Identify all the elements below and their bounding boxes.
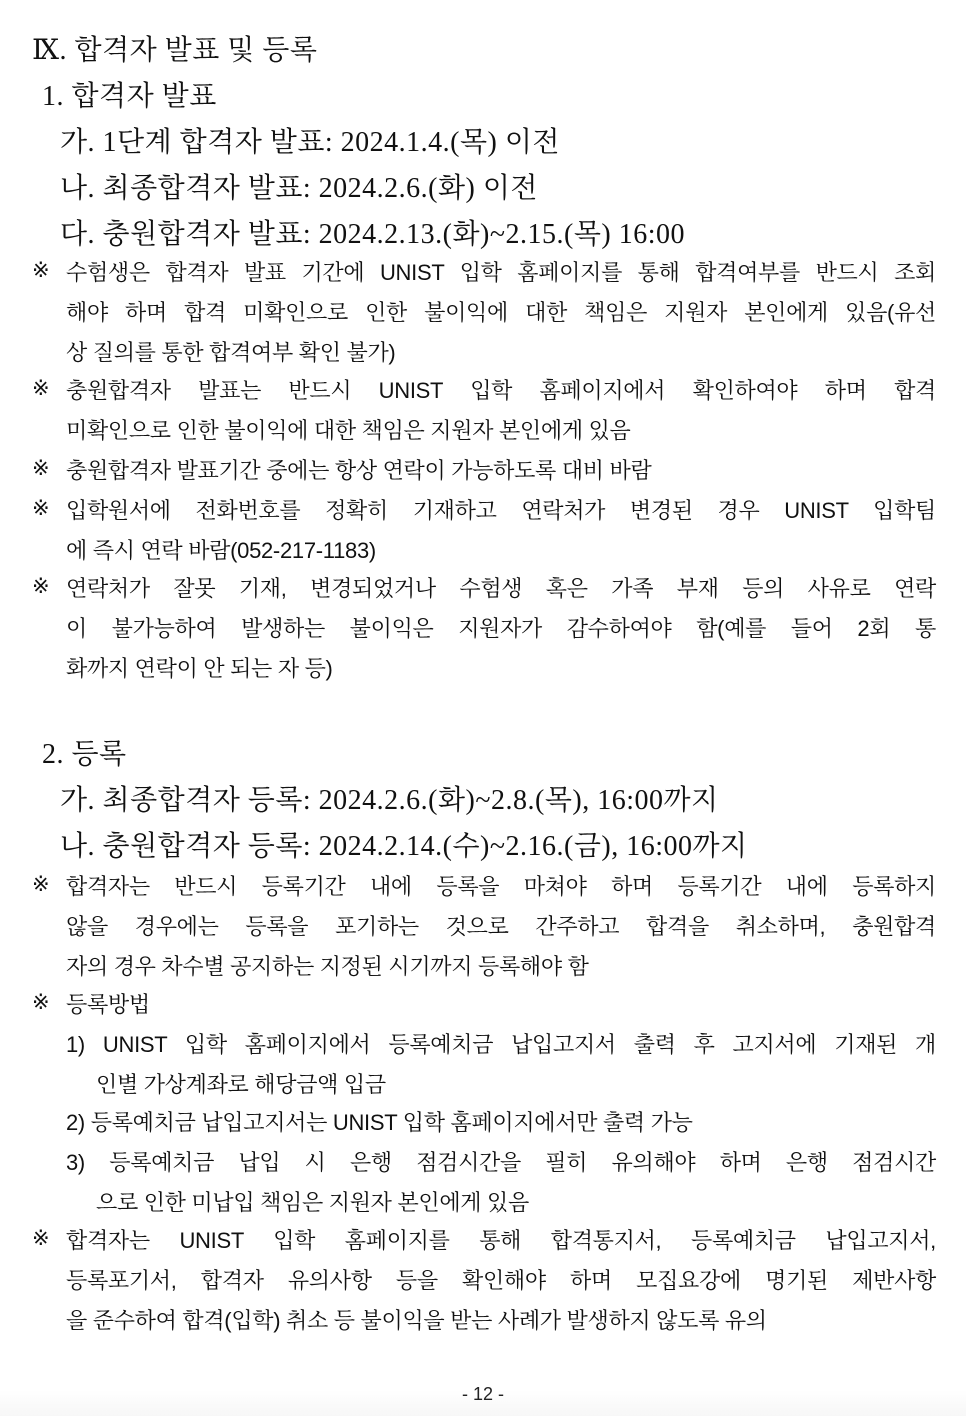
page-number: - 12 - <box>461 1384 504 1404</box>
note-line: 연락처가 잘못 기재, 변경되었거나 수험생 혹은 가족 부재 등의 사유로 연락 <box>66 576 936 601</box>
note-line: 충원합격자 발표기간 중에는 항상 연락이 가능하도록 대비 바람 <box>66 458 652 483</box>
method-step-continuation: 인별 가상계좌로 해당금액 입금 <box>96 1072 386 1097</box>
reference-mark: ※ <box>32 990 50 1014</box>
note-line: 충원합격자 발표는 반드시 UNIST 입학 홈페이지에서 확인하여야 하며 합격 <box>66 378 936 403</box>
note-line: 자의 경우 차수별 공지하는 지정된 시기까지 등록해야 함 <box>66 954 589 979</box>
note-line: 해야 하며 합격 미확인으로 인한 불이익에 대한 책임은 지원자 본인에게 있음(유선 <box>66 300 936 325</box>
note-line: 합격자는 반드시 등록기간 내에 등록을 마쳐야 하며 등록기간 내에 등록하지 <box>66 874 936 899</box>
reference-mark: ※ <box>32 496 50 520</box>
note-line: 수험생은 합격자 발표 기간에 UNIST 입학 홈페이지를 통해 합격여부를 반드시 조회 <box>66 260 936 285</box>
reference-mark: ※ <box>32 258 50 282</box>
reference-mark: ※ <box>32 1226 50 1250</box>
reference-mark: ※ <box>32 376 50 400</box>
announcement-heading: 1. 합격자 발표 <box>42 81 217 112</box>
note-line: 이 불가능하여 발생하는 불이익은 지원자가 감수하여야 함(예를 들어 2회 통 <box>66 616 936 641</box>
note-line: 화까지 연락이 안 되는 자 등) <box>66 656 333 681</box>
section-title: Ⅸ. 합격자 발표 및 등록 <box>32 35 318 66</box>
note-line: 미확인으로 인한 불이익에 대한 책임은 지원자 본인에게 있음 <box>66 418 631 443</box>
method-step: 1) UNIST 입학 홈페이지에서 등록예치금 납입고지서 출력 후 고지서에 기재된 개 <box>66 1032 936 1057</box>
announcement-item: 가. 1단계 합격자 발표: 2024.1.4.(목) 이전 <box>60 127 560 158</box>
announcement-item: 다. 충원합격자 발표: 2024.2.13.(화)~2.15.(목) 16:00 <box>60 219 685 250</box>
method-step: 2) 등록예치금 납입고지서는 UNIST 입학 홈페이지에서만 출력 가능 <box>66 1110 693 1135</box>
note-line: 등록포기서, 합격자 유의사항 등을 확인해야 하며 모집요강에 명기된 제반사항 <box>66 1268 936 1293</box>
reference-mark: ※ <box>32 872 50 896</box>
note-line: 을 준수하여 합격(입학) 취소 등 불이익을 받는 사례가 발생하지 않도록 유의 <box>66 1308 767 1333</box>
announcement-item: 나. 최종합격자 발표: 2024.2.6.(화) 이전 <box>60 173 538 204</box>
reference-mark: ※ <box>32 456 50 480</box>
note-line: 합격자는 UNIST 입학 홈페이지를 통해 합격통지서, 등록예치금 납입고지서, <box>66 1228 936 1253</box>
method-step: 3) 등록예치금 납입 시 은행 점검시간을 필히 유의해야 하며 은행 점검시간 <box>66 1150 936 1175</box>
registration-item: 가. 최종합격자 등록: 2024.2.6.(화)~2.8.(목), 16:00까지 <box>60 785 719 816</box>
registration-item: 나. 충원합격자 등록: 2024.2.14.(수)~2.16.(금), 16:00까지 <box>60 831 748 862</box>
method-title: 등록방법 <box>66 992 150 1017</box>
note-line: 에 즉시 연락 바람(052-217-1183) <box>66 538 376 563</box>
registration-heading: 2. 등록 <box>42 739 127 770</box>
note-line: 입학원서에 전화번호를 정확히 기재하고 연락처가 변경된 경우 UNIST 입학팀 <box>66 498 936 523</box>
reference-mark: ※ <box>32 574 50 598</box>
method-step-continuation: 으로 인한 미납입 책임은 지원자 본인에게 있음 <box>96 1190 529 1215</box>
note-line: 않을 경우에는 등록을 포기하는 것으로 간주하고 합격을 취소하며, 충원합격 <box>66 914 936 939</box>
note-line: 상 질의를 통한 합격여부 확인 불가) <box>66 340 396 365</box>
